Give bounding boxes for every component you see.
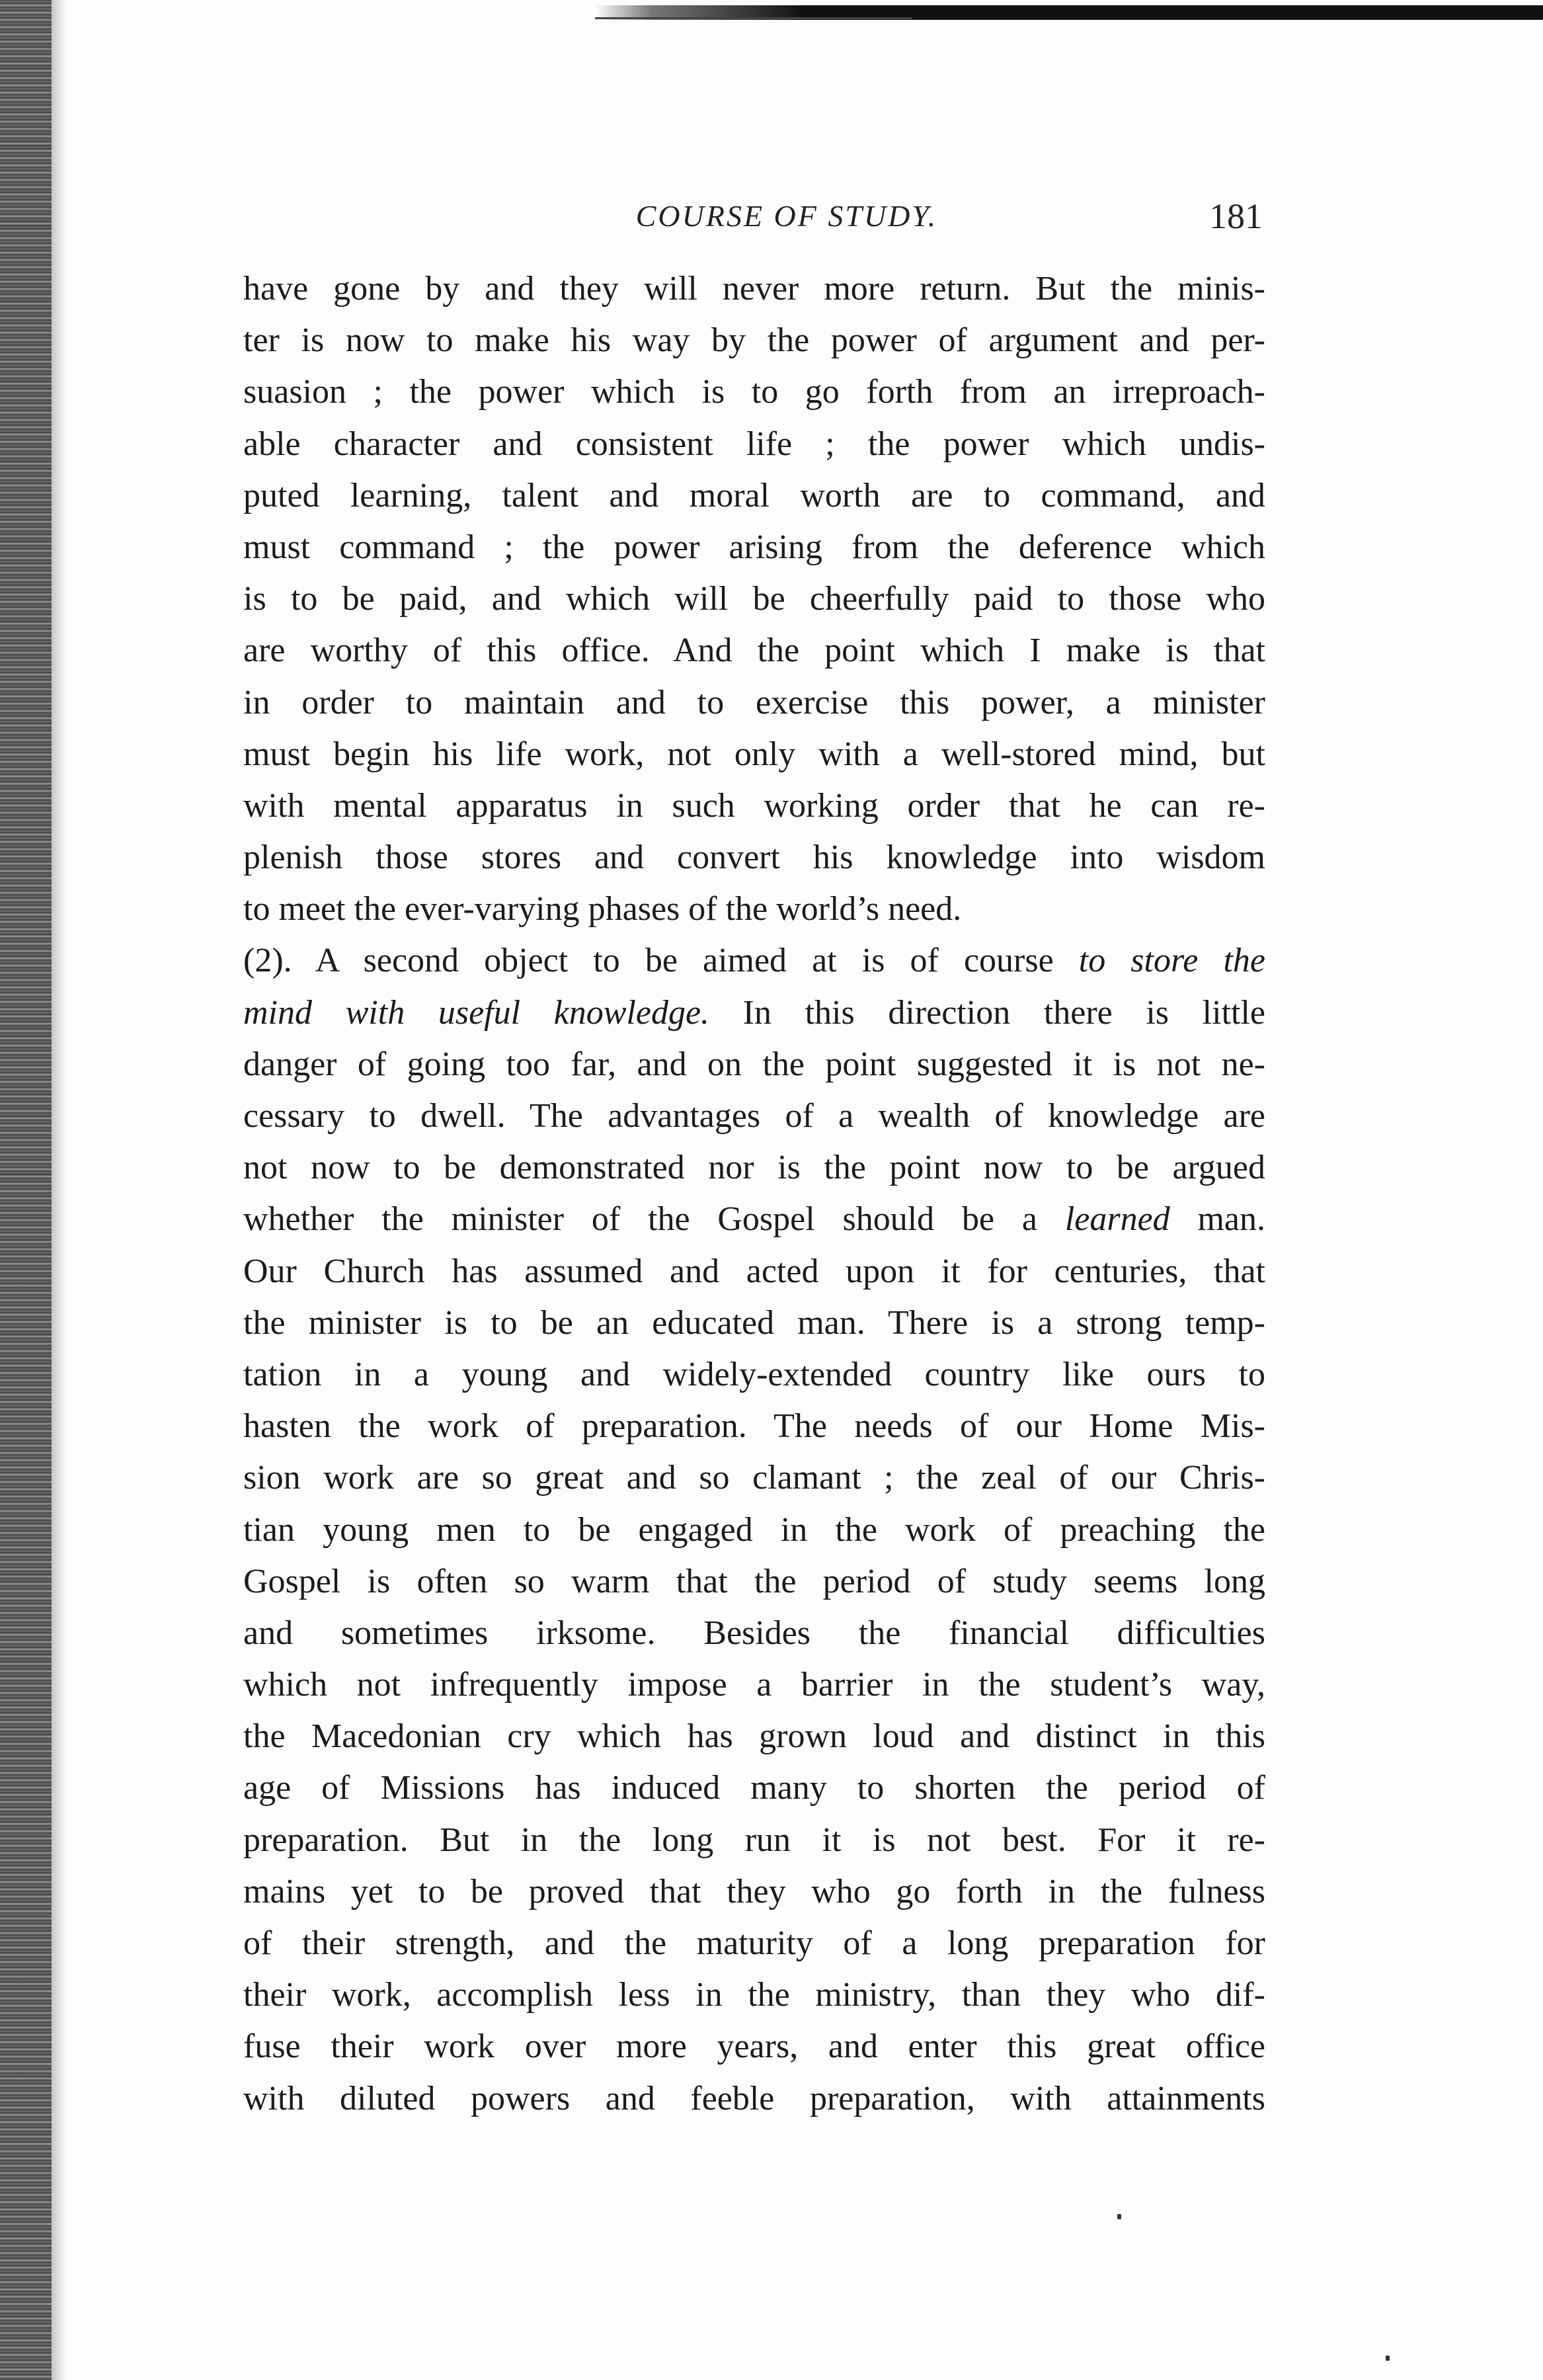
top-rule-thin — [595, 17, 912, 19]
running-head: COURSE OF STUDY. — [635, 199, 938, 233]
text-run: suasion ; the power which is to go forth from an irreproach- — [243, 373, 1265, 411]
text-run: and sometimes irksome. Besides the financial difficulties — [243, 1614, 1265, 1652]
text-line — [243, 522, 1265, 573]
text-run: puted learning, talent and moral worth are to command, and — [243, 476, 1265, 514]
italic-text: to store the — [1078, 942, 1265, 980]
text-line — [243, 366, 1265, 418]
text-run: the minister is to be an educated man. There is a strong temp- — [243, 1303, 1265, 1342]
text-line — [243, 677, 1265, 729]
text-line — [243, 1969, 1265, 2021]
text-line — [243, 2073, 1265, 2125]
text-run: of their strength, and the maturity of a long preparation for — [243, 1924, 1265, 1962]
text-run: man. — [1169, 1200, 1266, 1239]
text-run: hasten the work of preparation. The needs of our Home Mis- — [243, 1407, 1265, 1446]
text-run: able character and consistent life ; the power which undis- — [243, 425, 1265, 463]
text-line — [243, 2021, 1265, 2072]
text-line — [243, 470, 1265, 522]
text-run: preparation. But in the long run it is not best. For it re- — [243, 1821, 1265, 1859]
text-run: tian young men to be engaged in the work of preaching the — [243, 1510, 1265, 1549]
text-line — [243, 315, 1265, 366]
text-run: fuse their work over more years, and enter this great office — [243, 2028, 1265, 2066]
text-run: their work, accomplish less in the ministry, than they who dif- — [243, 1976, 1265, 2014]
text-run: danger of going too far, and on the point suggested it is not ne- — [243, 1045, 1265, 1083]
text-run: Our Church has assumed and acted upon it for centuries, that — [243, 1252, 1265, 1290]
text-line — [243, 1194, 1265, 1245]
text-run: must command ; the power arising from the deference which — [243, 528, 1265, 566]
text-line — [243, 1608, 1265, 1659]
text-run: with diluted powers and feeble preparation, with attainments — [243, 2079, 1265, 2117]
text-line — [243, 1039, 1265, 1090]
page-number: 181 — [1209, 196, 1263, 236]
scan-speck — [1117, 2214, 1121, 2219]
text-line — [243, 263, 1265, 315]
text-run: not now to be demonstrated nor is the point now to be argued — [243, 1149, 1265, 1187]
text-run: sion work are so great and so clamant ; the zeal of our Chris- — [243, 1459, 1265, 1497]
text-run: Gospel is often so warm that the period of study seems long — [243, 1562, 1265, 1600]
text-line — [243, 935, 1265, 987]
text-run: plenish those stores and convert his knowledge into wisdom — [243, 839, 1265, 877]
text-line — [243, 1762, 1265, 1814]
italic-text: mind with useful knowledge. — [243, 993, 710, 1032]
text-line — [243, 1297, 1265, 1349]
text-run: tation in a young and widely-extended country like ours to — [243, 1355, 1265, 1393]
body-text — [243, 263, 1265, 2125]
text-run: whether the minister of the Gospel should be a — [243, 1200, 1065, 1239]
text-run: (2). A second object to be aimed at is of course — [243, 942, 1079, 980]
text-line — [243, 1349, 1265, 1401]
text-line — [243, 1246, 1265, 1297]
text-line — [243, 1142, 1265, 1194]
text-run: ter is now to make his way by the power of argument and per- — [243, 321, 1265, 360]
italic-text: learned — [1064, 1200, 1170, 1239]
text-line — [243, 1452, 1265, 1504]
text-run: to meet the ever-varying phases of the world’s need. — [243, 890, 962, 928]
text-line — [243, 780, 1265, 832]
text-run: mains yet to be proved that they who go forth in the fulness — [243, 1872, 1265, 1910]
text-run: are worthy of this office. And the point which I make is that — [243, 632, 1265, 670]
text-line — [243, 1711, 1265, 1762]
binding-edge — [0, 0, 52, 2380]
text-line — [243, 729, 1265, 780]
text-line — [243, 1815, 1265, 1866]
text-line — [243, 419, 1265, 470]
text-run: In this direction there is little — [709, 993, 1265, 1032]
text-line — [243, 1556, 1265, 1608]
text-line — [243, 1401, 1265, 1452]
text-line — [243, 1918, 1265, 1969]
text-line — [243, 1090, 1265, 1142]
text-line — [243, 987, 1265, 1039]
text-run: have gone by and they will never more return. But the minis- — [243, 270, 1265, 308]
text-run: the Macedonian cry which has grown loud and distinct in this — [243, 1717, 1265, 1756]
text-run: which not infrequently impose a barrier in the student’s way, — [243, 1666, 1265, 1704]
text-line — [243, 1659, 1265, 1711]
text-line — [243, 1504, 1265, 1556]
text-run: with mental apparatus in such working order that he can re- — [243, 786, 1265, 825]
text-run: in order to maintain and to exercise this power, a minister — [243, 683, 1265, 721]
text-run: cessary to dwell. The advantages of a wealth of knowledge are — [243, 1097, 1265, 1135]
text-run: must begin his life work, not only with a well-stored mind, but — [243, 735, 1265, 773]
text-line — [243, 832, 1265, 883]
text-line — [243, 883, 1265, 935]
text-line — [243, 625, 1265, 677]
text-run: age of Missions has induced many to shorten the period of — [243, 1769, 1265, 1807]
text-run: is to be paid, and which will be cheerfully paid to those who — [243, 580, 1265, 618]
scan-speck — [1386, 2356, 1390, 2361]
text-line — [243, 1866, 1265, 1918]
text-line — [243, 573, 1265, 625]
